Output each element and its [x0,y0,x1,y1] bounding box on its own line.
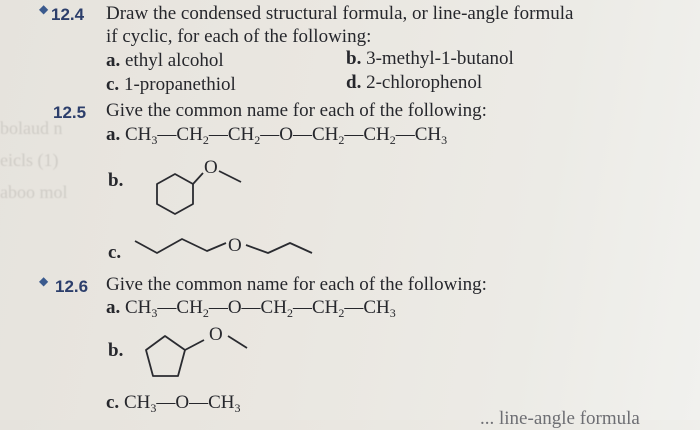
item-label: b. [346,48,362,69]
svg-text:O: O [209,324,223,345]
condensed-formula: $CH_3—O—CH_3$ [123,392,241,415]
item-label: c. [108,242,122,263]
item-label: b. [108,170,124,191]
problem-number: 12.4 [51,5,85,24]
footer-partial-text: ... line-angle formula [480,408,640,429]
svg-text:O: O [228,235,242,256]
item-text: ethyl alcohol [125,50,224,71]
bleed-through-text: bolaud n [0,118,63,138]
item-text: 2-chlorophenol [366,72,483,93]
problem-prompt: Give the common name for each of the following: [106,100,487,121]
item-label: a. [106,50,121,71]
problem-number: 12.6 [55,277,89,296]
item-text: 1-propanethiol [123,74,236,95]
svg-text:O: O [204,157,218,178]
item-label: c. [106,392,120,413]
condensed-formula: $CH_3—CH_2—O—CH_2—CH_2—CH_3$ [125,297,396,320]
problem-prompt: if cyclic, for each of the following: [106,26,372,47]
list-item [106,392,240,415]
problem-number: 12.5 [53,103,87,122]
condensed-formula: $CH_3—CH_2—CH_2—O—CH_2—CH_2—CH_3$ [125,124,448,147]
item-label: c. [106,74,120,95]
problem-prompt: Give the common name for each of the following: [106,274,487,295]
problem-prompt: Draw the condensed structural formula, or line-angle formula [106,3,574,24]
star-icon: ◆ [39,274,49,288]
bleed-through-text: eicls (1) [0,150,59,170]
item-label: b. [108,340,124,361]
item-label: d. [346,72,362,93]
item-label: a. [106,297,121,318]
star-icon: ◆ [39,2,49,16]
item-label: a. [106,124,121,145]
item-text: 3-methyl-1-butanol [366,48,514,69]
bleed-through-text: aboo mol [0,182,68,202]
